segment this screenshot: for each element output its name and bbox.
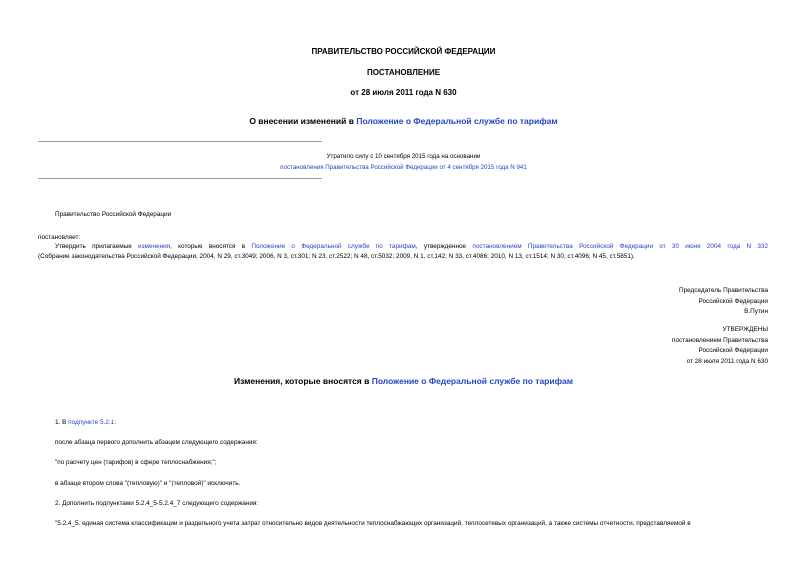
signature-line2: Российской Федерации (698, 297, 768, 305)
signature-name: В.Путин (744, 308, 768, 315)
item-1-text1: после абзаца первого дополнить абзацем следующего содержания: (55, 439, 258, 446)
approval-line3: Российской Федерации (698, 347, 768, 354)
item-1-suffix: : (114, 419, 116, 426)
document-type: ПОСТАНОВЛЕНИЕ (366, 68, 441, 77)
p1-text-a: Утвердить прилагаемые (55, 243, 139, 250)
subject-text: Правительство Российской Федерации (55, 211, 172, 218)
signature-line1: Председатель Правительства (679, 287, 768, 294)
changes-title (0, 376, 807, 386)
approval-line1: УТВЕРЖДЕНЫ (722, 326, 768, 333)
item-1-quote: "по расчету цен (тарифов) в сфере теплоснабжения;"; (55, 459, 217, 466)
p1-text-b: , которые вносятся в (170, 243, 252, 250)
item-2-quote: "5.2.4_5. единая система классификации и раздельного учета затрат относительно видов деятельности теплоснабжающих организаций, теплосетевых организаций, а также системы отчетности, представляемой в (55, 520, 691, 527)
item-2: 2. Дополнить подпунктами 5.2.4_5-5.2.4_7 следующего содержания: (55, 500, 259, 507)
notice-bottom-rule (38, 178, 322, 179)
decides-text: постановляет: (38, 234, 81, 241)
p1-link-resolution[interactable]: постановлением Правительства Российской Федерации от 30 июня 2004 года N 332 (472, 243, 769, 250)
p1-link-changes[interactable]: изменения (138, 243, 171, 250)
item-1 (55, 419, 116, 426)
approval-line2: постановлением Правительства (672, 336, 768, 344)
p1-text-c: , утвержденное (415, 243, 473, 250)
signature-block (560, 286, 768, 318)
notice-link[interactable]: постановления Правительства Российской Федерации от 4 сентября 2015 года N 941 (280, 164, 527, 171)
item-1-text2: в абзаце втором слова "(тепловую)" и "(тепловой)" исключить. (55, 480, 241, 487)
paragraph-1 (55, 243, 768, 250)
title-link[interactable]: Положение о Федеральной службе по тарифам (356, 116, 558, 126)
document-date: от 28 июля 2011 года N 630 (350, 88, 457, 97)
approval-line4: от 28 июля 2011 года N 630 (686, 357, 768, 365)
document-title-text: О внесении изменений в (249, 116, 357, 126)
notice-top-rule (38, 141, 322, 142)
document-title (0, 116, 807, 126)
document-org: ПРАВИТЕЛЬСТВО РОССИЙСКОЙ ФЕДЕРАЦИИ (311, 47, 496, 56)
changes-title-text: Изменения, которые вносятся в (233, 376, 372, 386)
approval-block (560, 325, 768, 367)
changes-title-link[interactable]: Положение о Федеральной службе по тарифам (371, 376, 574, 386)
p1-link-regulation[interactable]: Положение о Федеральной службе по тарифам (251, 243, 416, 250)
item-1-link[interactable]: подпункте 5.2.1 (68, 419, 115, 426)
notice-line1: Утратило силу с 10 сентября 2015 года на основании (326, 153, 481, 160)
item-1-prefix: 1. В (55, 419, 69, 426)
paragraph-1-line2: (Собрание законодательства Российской Федерации, 2004, N 29, ст.3049; 2006, N 3, ст.301; N 23, ст.2522; N 48, ст.5032; 2009, N 1, ст.142; N 33, ст.4086; 2010, N 13, ст.1514; N 30, ст.4096; N 45, ст.5851). (38, 253, 635, 260)
